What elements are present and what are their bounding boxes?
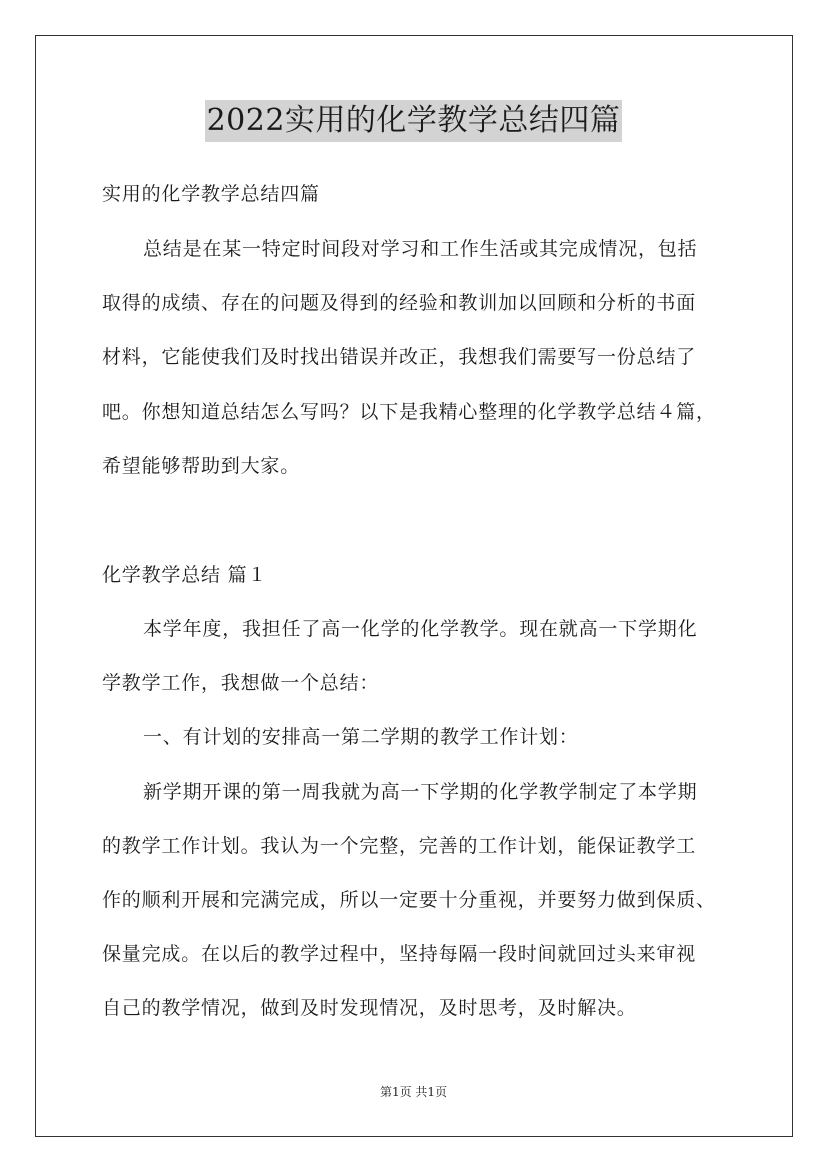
page-footer: 第1页 共1页: [379, 1085, 448, 1099]
intro-line-5: 希望能够帮助到大家。: [102, 455, 301, 477]
section-para2-line-4: 保量完成。在以后的教学过程中，坚持每隔一段时间就回过头来审视: [102, 943, 697, 965]
intro-line-4: 吧。你想知道总结怎么写吗？以下是我精心整理的化学教学总结４篇，: [102, 401, 716, 423]
section-para1-line-2: 学教学工作，我想做一个总结：: [102, 672, 380, 694]
section-para2-line-2: 的教学工作计划。我认为一个完整，完善的工作计划，能保证教学工: [102, 835, 697, 857]
section-para2-line-5: 自己的教学情况，做到及时发现情况，及时思考，及时解决。: [102, 997, 637, 1019]
section-point-1: 一、有计划的安排高一第二学期的教学工作计划：: [143, 726, 579, 748]
intro-line-1: 总结是在某一特定时间段对学习和工作生活或其完成情况，包括: [143, 238, 698, 260]
intro-line-2: 取得的成绩、存在的问题及得到的经验和教训加以回顾和分析的书面: [102, 292, 697, 314]
section-para2-line-3: 作的顺利开展和完满完成，所以一定要十分重视，并要努力做到保质、: [102, 889, 716, 911]
document-title: 2022实用的化学教学总结四篇: [205, 100, 623, 142]
title-container: [0, 100, 827, 142]
section-heading: 化学教学总结 篇１: [102, 564, 268, 586]
document-subtitle: 实用的化学教学总结四篇: [102, 183, 320, 205]
section-para1-line-1: 本学年度，我担任了高一化学的化学教学。现在就高一下学期化: [143, 618, 698, 640]
section-para2-line-1: 新学期开课的第一周我就为高一下学期的化学教学制定了本学期: [143, 781, 698, 803]
intro-line-3: 材料，它能使我们及时找出错误并改正，我想我们需要写一份总结了: [102, 346, 697, 368]
